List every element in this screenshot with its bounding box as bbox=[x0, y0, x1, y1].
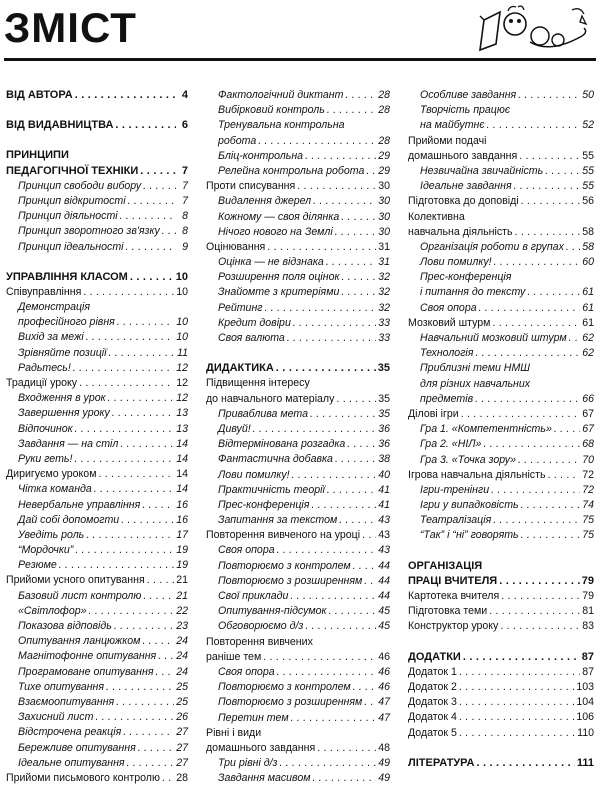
toc-subentry[interactable]: Приваблива мета . . . 35 bbox=[206, 407, 390, 422]
toc-subentry[interactable]: Опитування-підсумок . . . 45 bbox=[206, 604, 390, 619]
toc-entry[interactable]: Диригуємо уроком . . . 14 bbox=[6, 467, 188, 482]
toc-entry[interactable]: до навчального матеріалу . . . 35 bbox=[206, 392, 390, 407]
toc-entry-line: Творчість працює bbox=[420, 104, 511, 117]
toc-subentry[interactable]: Гра 3. «Точка зору» . . . 70 bbox=[408, 453, 594, 468]
toc-subentry[interactable]: Невербальне управління . . . 16 bbox=[6, 498, 188, 513]
cartoon-reading-figure-icon bbox=[470, 2, 595, 57]
toc-subentry[interactable]: Чітка команда . . . 14 bbox=[6, 482, 188, 497]
toc-entry-line: Демонстрація bbox=[18, 301, 91, 314]
toc-subentry[interactable]: Гра 1. «Компетентність» . . . 67 bbox=[408, 422, 594, 437]
toc-subentry[interactable]: Завдання — на стіл . . . 14 bbox=[6, 437, 188, 452]
toc-entry[interactable]: раніше тем . . . 46 bbox=[206, 650, 390, 665]
toc-subentry[interactable]: Вихід за межі . . . 10 bbox=[6, 330, 188, 345]
toc-entry[interactable]: Картотека вчителя . . . 79 bbox=[408, 589, 594, 604]
toc-subentry[interactable]: Відпочинок . . . 13 bbox=[6, 422, 188, 437]
toc-entry[interactable]: Повторення вивченого на уроці . . . 43 bbox=[206, 528, 390, 543]
toc-subentry[interactable]: Свої приклади . . . 44 bbox=[206, 589, 390, 604]
toc-entry[interactable]: Додаток 2 . . . 103 bbox=[408, 680, 594, 695]
toc-entry-line: Колективна bbox=[408, 210, 465, 223]
toc-entry[interactable]: Додаток 1 . . . 87 bbox=[408, 665, 594, 680]
toc-subentry[interactable]: робота . . . 28 bbox=[206, 134, 390, 149]
toc-entry-line: для різних навчальних bbox=[420, 377, 531, 390]
toc-subentry[interactable]: Повторюємо з розширенням . . . 44 bbox=[206, 574, 390, 589]
toc-entry[interactable]: Ігрова навчальна діяльність . . . 72 bbox=[408, 468, 594, 483]
toc-subentry[interactable]: Технологія . . . 62 bbox=[408, 346, 594, 361]
toc-entry-line: Рівні і види bbox=[206, 726, 262, 739]
toc-subentry[interactable]: Навчальний мозковий штурм . . . 62 bbox=[408, 331, 594, 346]
toc-entry-line: Прийоми подачі bbox=[408, 134, 487, 147]
toc-column-3 bbox=[408, 88, 594, 771]
toc-subentry[interactable]: предметів . . . 66 bbox=[408, 392, 594, 407]
toc-subentry[interactable]: Відстрочена реакція . . . 27 bbox=[6, 725, 188, 740]
toc-subentry[interactable]: Кожному — своя ділянка . . . 30 bbox=[206, 210, 390, 225]
toc-subentry[interactable]: Оцінка — не відзнака . . . 31 bbox=[206, 255, 390, 270]
toc-entry[interactable]: ПЕДАГОГІЧНОЇ ТЕХНІКИ . . . 7 bbox=[6, 164, 188, 179]
toc-subentry[interactable]: Організація роботи в групах . . . 58 bbox=[408, 240, 594, 255]
toc-subentry[interactable]: Видалення джерел . . . 30 bbox=[206, 194, 390, 209]
toc-subentry[interactable]: Розширення поля оцінок . . . 32 bbox=[206, 270, 390, 285]
toc-subentry[interactable]: “Так” і “ні” говорять . . . 75 bbox=[408, 528, 594, 543]
toc-entry[interactable]: Співуправління . . . 10 bbox=[6, 285, 188, 300]
toc-column-2 bbox=[206, 88, 390, 786]
toc-subentry[interactable]: Принцип зворотного зв'язку . . . 8 bbox=[6, 224, 188, 239]
toc-entry[interactable]: Підготовка теми . . . 81 bbox=[408, 604, 594, 619]
toc-column-1 bbox=[6, 88, 188, 786]
toc-subentry[interactable]: Повторюємо з розширенням . . . 47 bbox=[206, 695, 390, 710]
toc-entry[interactable]: Проти списування . . . 30 bbox=[206, 179, 390, 194]
toc-entry[interactable]: ДОДАТКИ . . . 87 bbox=[408, 650, 594, 665]
toc-subentry[interactable]: Своя опора . . . 43 bbox=[206, 543, 390, 558]
toc-subentry[interactable]: Бережливе опитування . . . 27 bbox=[6, 741, 188, 756]
toc-subentry[interactable]: Показова відповідь . . . 23 bbox=[6, 619, 188, 634]
toc-entry[interactable]: Оцінювання . . . 31 bbox=[206, 240, 390, 255]
toc-entry-line: ОРГАНІЗАЦІЯ bbox=[408, 559, 483, 572]
toc-subentry[interactable]: Ідеальне завдання . . . 55 bbox=[408, 179, 594, 194]
toc-subentry[interactable]: Дай собі допомогти . . . 16 bbox=[6, 513, 188, 528]
toc-subentry[interactable]: Завдання масивом . . . 49 bbox=[206, 771, 390, 786]
toc-subentry[interactable]: Ігри-тренінги . . . 72 bbox=[408, 483, 594, 498]
toc-subentry[interactable]: Захисний лист . . . 26 bbox=[6, 710, 188, 725]
toc-subentry[interactable]: Базовий лист контролю . . . 21 bbox=[6, 589, 188, 604]
toc-entry-line: Приблизні теми НМШ bbox=[420, 362, 531, 375]
toc-subentry[interactable]: Ігри у випадковість . . . 74 bbox=[408, 498, 594, 513]
toc-entry[interactable]: УПРАВЛІННЯ КЛАСОМ . . . 10 bbox=[6, 270, 188, 285]
toc-subentry[interactable]: Радьтесь! . . . 12 bbox=[6, 361, 188, 376]
toc-subentry[interactable]: Гра 2. «НІЛ» . . . 68 bbox=[408, 437, 594, 452]
toc-entry-line: Повторення вивчених bbox=[206, 635, 313, 648]
toc-entry[interactable]: домашнього завдання . . . 48 bbox=[206, 741, 390, 756]
toc-subentry[interactable]: Зрівняйте позиції . . . 11 bbox=[6, 346, 188, 361]
toc-entry[interactable]: Підготовка до доповіді . . . 56 bbox=[408, 194, 594, 209]
toc-subentry[interactable]: Прес-конференція . . . 41 bbox=[206, 498, 390, 513]
toc-entry[interactable]: Прийоми усного опитування . . . 21 bbox=[6, 573, 188, 588]
toc-entry-line: Тренувальна контрольна bbox=[218, 119, 345, 132]
toc-subentry[interactable]: Повторюємо з контролем . . . 44 bbox=[206, 559, 390, 574]
toc-subentry[interactable]: Резюме . . . 19 bbox=[6, 558, 188, 573]
toc-entry[interactable]: Мозковий штурм . . . 61 bbox=[408, 316, 594, 331]
toc-subentry[interactable]: Знайомте з критеріями . . . 32 bbox=[206, 285, 390, 300]
toc-entry[interactable]: Додаток 4 . . . 106 bbox=[408, 710, 594, 725]
page-title: ЗМІСТ bbox=[4, 4, 137, 51]
toc-subentry[interactable]: Руки геть! . . . 14 bbox=[6, 452, 188, 467]
toc-subentry[interactable]: Лови помилку! . . . 40 bbox=[206, 468, 390, 483]
toc-subentry[interactable]: Бліц-контрольна . . . 29 bbox=[206, 149, 390, 164]
toc-subentry[interactable]: Принцип свободи вибору . . . 7 bbox=[6, 179, 188, 194]
toc-subentry[interactable]: “Мордочки” . . . 19 bbox=[6, 543, 188, 558]
toc-subentry[interactable]: Програмоване опитування . . . 24 bbox=[6, 665, 188, 680]
toc-entry[interactable]: Ділові ігри . . . 67 bbox=[408, 407, 594, 422]
toc-entry[interactable]: ДИДАКТИКА . . . 35 bbox=[206, 361, 390, 376]
toc-entry[interactable]: Конструктор уроку . . . 83 bbox=[408, 619, 594, 634]
toc-subentry[interactable]: Перетин тем . . . 47 bbox=[206, 711, 390, 726]
toc-entry[interactable]: Традиції уроку . . . 12 bbox=[6, 376, 188, 391]
toc-subentry[interactable]: і питання до тексту . . . 61 bbox=[408, 285, 594, 300]
toc-entry[interactable]: Додаток 3 . . . 104 bbox=[408, 695, 594, 710]
toc-subentry[interactable]: Магнітофонне опитування . . . 24 bbox=[6, 649, 188, 664]
toc-subentry[interactable]: Три рівні д/з . . . 49 bbox=[206, 756, 390, 771]
toc-subentry[interactable]: Уведіть роль . . . 17 bbox=[6, 528, 188, 543]
page-header bbox=[0, 0, 600, 66]
toc-subentry[interactable]: Незвичайна звичайність . . . 55 bbox=[408, 164, 594, 179]
toc-subentry[interactable]: Запитання за текстом . . . 43 bbox=[206, 513, 390, 528]
toc-entry[interactable]: Прийоми письмового контролю . . . 28 bbox=[6, 771, 188, 786]
toc-entry[interactable]: Додаток 5 . . . 110 bbox=[408, 726, 594, 741]
toc-subentry[interactable]: Своя опора . . . 46 bbox=[206, 665, 390, 680]
toc-entry-line: Підвищення інтересу bbox=[206, 377, 310, 390]
toc-subentry[interactable]: Театралізація . . . 75 bbox=[408, 513, 594, 528]
title-rule bbox=[4, 58, 596, 61]
toc-subentry[interactable]: Фантастична добавка . . . 38 bbox=[206, 452, 390, 467]
toc-subentry[interactable]: Особливе завдання . . . 50 bbox=[408, 88, 594, 103]
toc-subentry[interactable]: Ідеальне опитування . . . 27 bbox=[6, 756, 188, 771]
toc-entry[interactable]: домашнього завдання . . . 55 bbox=[408, 149, 594, 164]
toc-subentry[interactable]: на майбутнє . . . 52 bbox=[408, 118, 594, 133]
toc-subentry[interactable]: Своя опора . . . 61 bbox=[408, 301, 594, 316]
toc-subentry[interactable]: Обговорюємо д/з . . . 45 bbox=[206, 619, 390, 634]
toc-subentry[interactable]: Своя валюта . . . 33 bbox=[206, 331, 390, 346]
toc-entry[interactable]: ПРАЦІ ВЧИТЕЛЯ . . . 79 bbox=[408, 574, 594, 589]
toc-subentry[interactable]: Лови помилку! . . . 60 bbox=[408, 255, 594, 270]
toc-subentry[interactable]: Завершення уроку . . . 13 bbox=[6, 406, 188, 421]
toc-subentry[interactable]: Кредит довіри . . . 33 bbox=[206, 316, 390, 331]
toc-entry[interactable]: ВІД АВТОРА . . . 4 bbox=[6, 88, 188, 103]
toc-subentry[interactable]: «Світлофор» . . . 22 bbox=[6, 604, 188, 619]
toc-entry-line: ПРИНЦИПИ bbox=[6, 149, 69, 162]
toc-subentry[interactable]: Принцип діяльності . . . 8 bbox=[6, 209, 188, 224]
toc-subentry[interactable]: Нічого нового на Землі . . . 30 bbox=[206, 225, 390, 240]
toc-subentry[interactable]: Практичність теорії . . . 41 bbox=[206, 483, 390, 498]
toc-entry-line: Прес-конференція bbox=[420, 271, 512, 284]
toc-subentry[interactable]: Дивуй! . . . 36 bbox=[206, 422, 390, 437]
toc-subentry[interactable]: Входження в урок . . . 12 bbox=[6, 391, 188, 406]
toc-subentry[interactable]: Опитування ланцюжком . . . 24 bbox=[6, 634, 188, 649]
toc-subentry[interactable]: Повторюємо з контролем . . . 46 bbox=[206, 680, 390, 695]
toc-subentry[interactable]: Тихе опитування . . . 25 bbox=[6, 680, 188, 695]
toc-subentry[interactable]: Вибірковий контроль . . . 28 bbox=[206, 103, 390, 118]
toc-subentry[interactable]: професійного рівня . . . 10 bbox=[6, 315, 188, 330]
toc-entry[interactable]: ЛІТЕРАТУРА . . . 111 bbox=[408, 756, 594, 771]
toc-subentry[interactable]: Рейтинг . . . 32 bbox=[206, 301, 390, 316]
toc-subentry[interactable]: Фактологічний диктант . . . 28 bbox=[206, 88, 390, 103]
toc-entry[interactable]: навчальна діяльність . . . 58 bbox=[408, 225, 594, 240]
toc-subentry[interactable]: Взаємоопитування . . . 25 bbox=[6, 695, 188, 710]
toc-subentry[interactable]: Відтермінована розгадка . . . 36 bbox=[206, 437, 390, 452]
toc-entry[interactable]: ВІД ВИДАВНИЦТВА . . . 6 bbox=[6, 118, 188, 133]
toc-subentry[interactable]: Принцип ідеальності . . . 9 bbox=[6, 240, 188, 255]
toc-subentry[interactable]: Принцип відкритості . . . 7 bbox=[6, 194, 188, 209]
toc-subentry[interactable]: Релейна контрольна робота . . . 29 bbox=[206, 164, 390, 179]
